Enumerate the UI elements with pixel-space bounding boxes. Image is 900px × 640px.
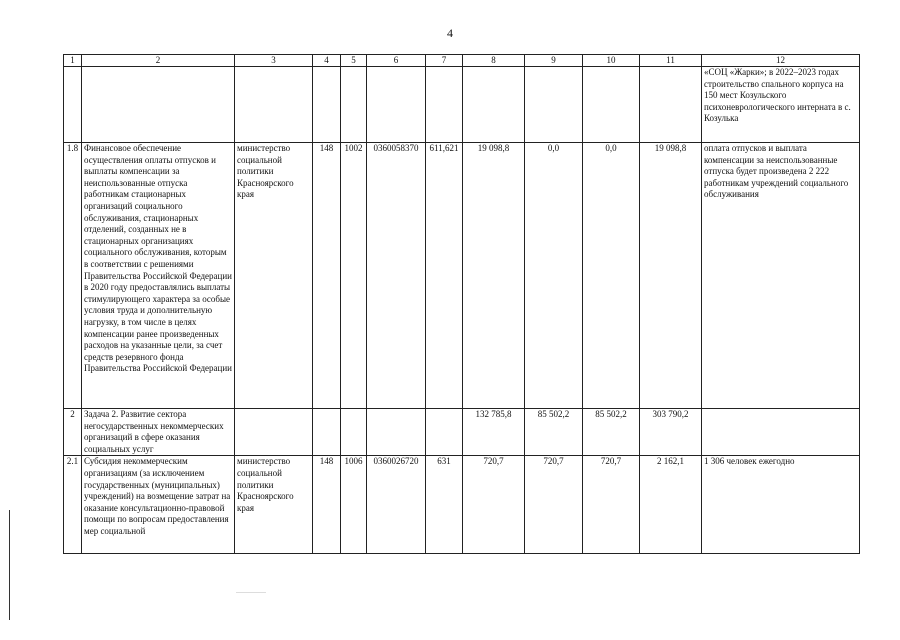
amount-total: 2 162,1 (640, 456, 702, 554)
header-cell: 6 (367, 55, 426, 67)
measure-name (82, 67, 235, 143)
section-code: 1006 (341, 456, 367, 554)
amount-year-1: 19 098,8 (463, 143, 525, 409)
executor: министерство социальной политики Красноярского края (235, 143, 313, 409)
amount-year-2 (525, 67, 583, 143)
expected-result: «СОЦ «Жарки»; в 2022–2023 годах строительство спального корпуса на 150 мест Козульского психоневрологического интерната в с. Козулька (702, 67, 860, 143)
measure-name: Задача 2. Развитие сектора негосударственных некоммерческих организаций в сфере оказания социальных услуг (82, 409, 235, 456)
header-cell: 2 (82, 55, 235, 67)
target-article-code: 0360026720 (367, 456, 426, 554)
header-cell: 10 (583, 55, 640, 67)
section-code (341, 409, 367, 456)
executor (235, 409, 313, 456)
grbs-code (313, 409, 341, 456)
header-cell: 8 (463, 55, 525, 67)
grbs-code: 148 (313, 456, 341, 554)
program-table (63, 54, 860, 554)
executor (235, 67, 313, 143)
table-row (64, 409, 860, 456)
page-edge-rule (9, 510, 10, 620)
amount-year-1 (463, 67, 525, 143)
expense-type-code (426, 67, 463, 143)
grbs-code (313, 67, 341, 143)
header-cell: 9 (525, 55, 583, 67)
amount-year-1: 720,7 (463, 456, 525, 554)
header-cell: 12 (702, 55, 860, 67)
section-code (341, 67, 367, 143)
measure-name: Субсидия некоммерческим организациям (за исключением государственных (муниципальных) учреждений) на возмещение затрат на оказание консультационно-правовой помощи по вопросам предоставления мер социальной (82, 456, 235, 554)
amount-year-2: 720,7 (525, 456, 583, 554)
amount-year-2: 0,0 (525, 143, 583, 409)
table-row (64, 67, 860, 143)
expense-type-code: 611,621 (426, 143, 463, 409)
header-cell: 5 (341, 55, 367, 67)
expected-result: оплата отпусков и выплата компенсации за неиспользованные отпуска будет произведена 2 222 работникам учреждений социального обслуживания (702, 143, 860, 409)
amount-year-1: 132 785,8 (463, 409, 525, 456)
page-number: 4 (447, 26, 453, 40)
grbs-code: 148 (313, 143, 341, 409)
amount-total: 303 790,2 (640, 409, 702, 456)
table-row (64, 456, 860, 554)
target-article-code (367, 409, 426, 456)
amount-total: 19 098,8 (640, 143, 702, 409)
amount-year-3: 85 502,2 (583, 409, 640, 456)
header-cell: 1 (64, 55, 82, 67)
executor: министерство социальной политики Красноярского края (235, 456, 313, 554)
amount-year-2: 85 502,2 (525, 409, 583, 456)
row-number: 2.1 (64, 456, 82, 554)
header-cell: 11 (640, 55, 702, 67)
row-number: 2 (64, 409, 82, 456)
table-row (64, 143, 860, 409)
expense-type-code: 631 (426, 456, 463, 554)
amount-year-3: 0,0 (583, 143, 640, 409)
header-cell: 3 (235, 55, 313, 67)
expense-type-code (426, 409, 463, 456)
header-cell: 7 (426, 55, 463, 67)
amount-year-3 (583, 67, 640, 143)
scan-mark (236, 592, 266, 593)
amount-year-3: 720,7 (583, 456, 640, 554)
amount-total (640, 67, 702, 143)
target-article-code (367, 67, 426, 143)
table-header-row (64, 55, 860, 67)
row-number (64, 67, 82, 143)
header-cell: 4 (313, 55, 341, 67)
section-code: 1002 (341, 143, 367, 409)
measure-name: Финансовое обеспечение осуществления оплаты отпусков и выплаты компенсации за неиспользованные отпуска работникам стационарных организаций социального обслуживания, стационарных отделений, созданных не в стационарных организациях социального обслуживания, которым в соответствии с решениями Правительства Российской Федерации в 2020 году предоставлялись выплаты стимулирующего характера за особые условия труда и дополнительную нагрузку, в том числе в целях компенсации ранее произведенных расходов на указанные цели, за счет средств резервного фонда Правительства Российской Федерации (82, 143, 235, 409)
row-number: 1.8 (64, 143, 82, 409)
expected-result (702, 409, 860, 456)
target-article-code: 0360058370 (367, 143, 426, 409)
expected-result: 1 306 человек ежегодно (702, 456, 860, 554)
